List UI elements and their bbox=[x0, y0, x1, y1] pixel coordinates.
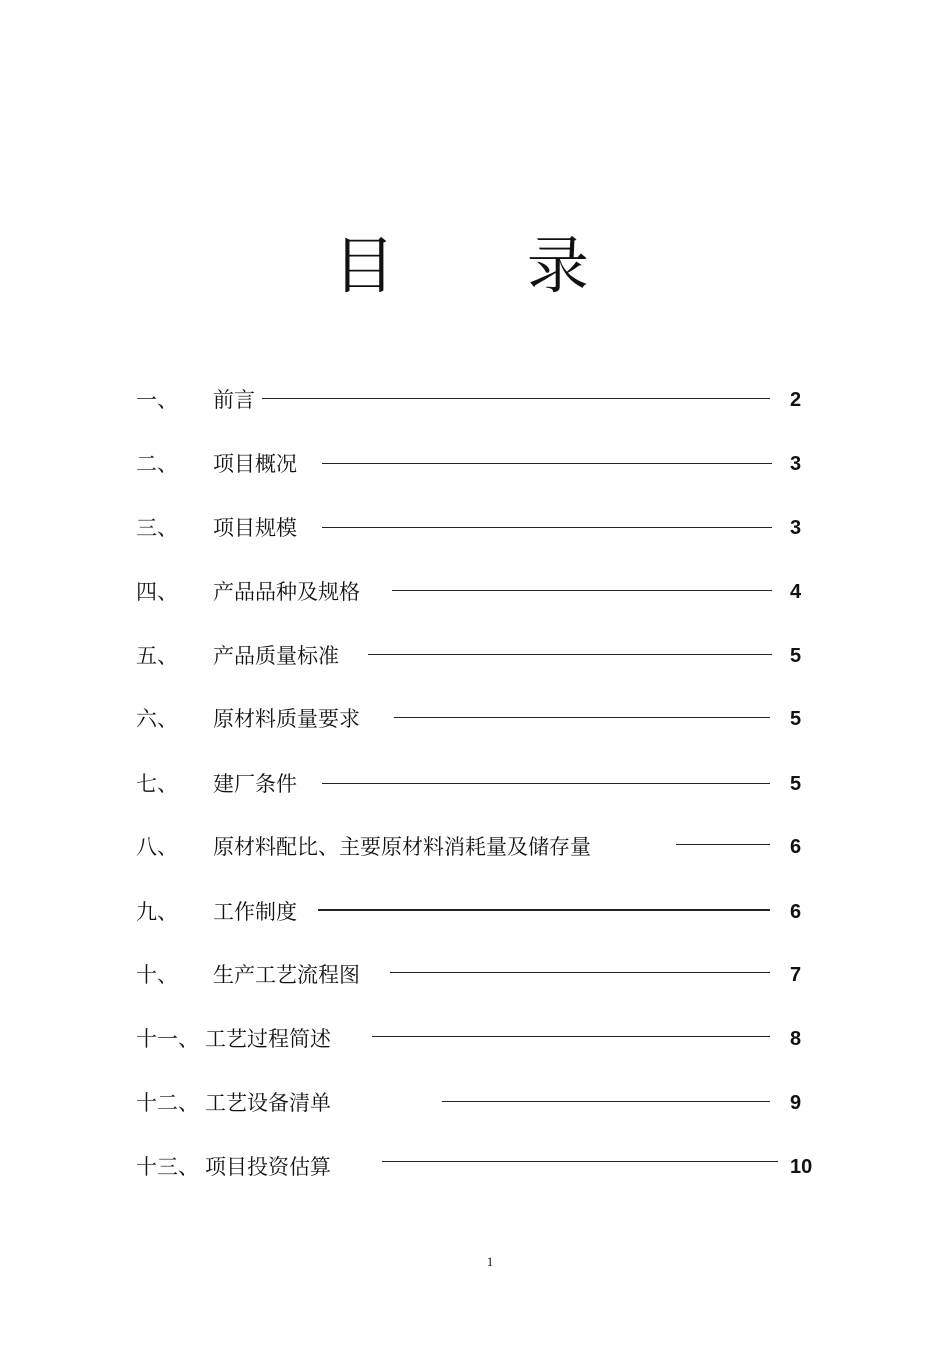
toc-entry-label: 项目投资估算 bbox=[205, 1155, 331, 1179]
toc-entry-page: 4 bbox=[790, 581, 802, 603]
toc-entry-page: 8 bbox=[790, 1028, 802, 1050]
toc-entry-number: 七、 bbox=[136, 772, 178, 796]
toc-entry-2[interactable] bbox=[0, 444, 950, 484]
toc-entry-page: 3 bbox=[790, 453, 802, 475]
toc-entry-page: 2 bbox=[790, 389, 802, 411]
toc-leader-line bbox=[262, 398, 770, 399]
toc-entry-4[interactable] bbox=[0, 572, 950, 612]
toc-leader-line bbox=[382, 1161, 778, 1162]
toc-entry-label: 产品质量标准 bbox=[213, 644, 339, 668]
toc-entry-label: 项目概况 bbox=[213, 452, 297, 476]
toc-leader-line bbox=[394, 717, 770, 718]
toc-leader-line bbox=[368, 654, 772, 655]
toc-entry-1[interactable] bbox=[0, 380, 950, 420]
toc-entry-label: 建厂条件 bbox=[213, 772, 297, 796]
toc-leader-line bbox=[318, 909, 770, 911]
toc-entry-label: 项目规模 bbox=[213, 516, 297, 540]
toc-entry-number: 十、 bbox=[136, 963, 178, 987]
toc-entry-5[interactable] bbox=[0, 636, 950, 676]
toc-entry-number: 二、 bbox=[136, 452, 178, 476]
toc-entry-7[interactable] bbox=[0, 764, 950, 804]
toc-entry-label: 工艺设备清单 bbox=[205, 1091, 331, 1115]
toc-entry-number: 九、 bbox=[136, 900, 178, 924]
toc-entry-13[interactable] bbox=[0, 1147, 950, 1187]
toc-entry-number: 六、 bbox=[136, 707, 178, 731]
toc-entry-label: 前言 bbox=[213, 388, 255, 412]
toc-entry-page: 6 bbox=[790, 836, 802, 858]
toc-entry-number: 三、 bbox=[136, 516, 178, 540]
toc-entry-number: 八、 bbox=[136, 835, 178, 859]
toc-entry-number: 十三、 bbox=[136, 1155, 199, 1179]
toc-entry-label: 生产工艺流程图 bbox=[213, 963, 360, 987]
toc-entry-page: 5 bbox=[790, 708, 802, 730]
toc-entry-label: 工作制度 bbox=[213, 900, 297, 924]
toc-leader-line bbox=[322, 463, 772, 464]
toc-entry-page: 10 bbox=[790, 1156, 813, 1178]
toc-entry-11[interactable] bbox=[0, 1019, 950, 1059]
toc-leader-line bbox=[442, 1101, 770, 1102]
toc-entry-8[interactable] bbox=[0, 827, 950, 867]
toc-leader-line bbox=[322, 783, 770, 784]
toc-entry-label: 产品品种及规格 bbox=[213, 580, 360, 604]
toc-entry-10[interactable] bbox=[0, 955, 950, 995]
toc-leader-line bbox=[390, 972, 770, 973]
toc-entry-number: 四、 bbox=[136, 580, 178, 604]
toc-entry-3[interactable] bbox=[0, 508, 950, 548]
page-number: 1 bbox=[486, 1254, 494, 1269]
toc-entry-label: 原材料质量要求 bbox=[213, 707, 360, 731]
toc-entry-page: 5 bbox=[790, 645, 802, 667]
toc-entry-label: 原材料配比、主要原材料消耗量及储存量 bbox=[213, 835, 591, 859]
toc-entry-label: 工艺过程简述 bbox=[205, 1027, 331, 1051]
toc-entry-9[interactable] bbox=[0, 892, 950, 932]
toc-entry-6[interactable] bbox=[0, 699, 950, 739]
toc-entry-number: 十二、 bbox=[136, 1091, 199, 1115]
toc-entry-page: 5 bbox=[790, 773, 802, 795]
toc-entry-page: 3 bbox=[790, 517, 802, 539]
toc-leader-line bbox=[392, 590, 772, 591]
toc-entry-number: 一、 bbox=[136, 388, 178, 412]
toc-leader-line bbox=[322, 527, 772, 528]
toc-leader-line bbox=[676, 844, 770, 845]
page-title: 目 录 bbox=[333, 229, 645, 302]
toc-entry-number: 五、 bbox=[136, 644, 178, 668]
toc-entry-number: 十一、 bbox=[136, 1027, 199, 1051]
toc-entry-12[interactable] bbox=[0, 1083, 950, 1123]
toc-leader-line bbox=[372, 1036, 770, 1037]
toc-entry-page: 7 bbox=[790, 964, 802, 986]
toc-entry-page: 6 bbox=[790, 901, 802, 923]
toc-entry-page: 9 bbox=[790, 1092, 802, 1114]
